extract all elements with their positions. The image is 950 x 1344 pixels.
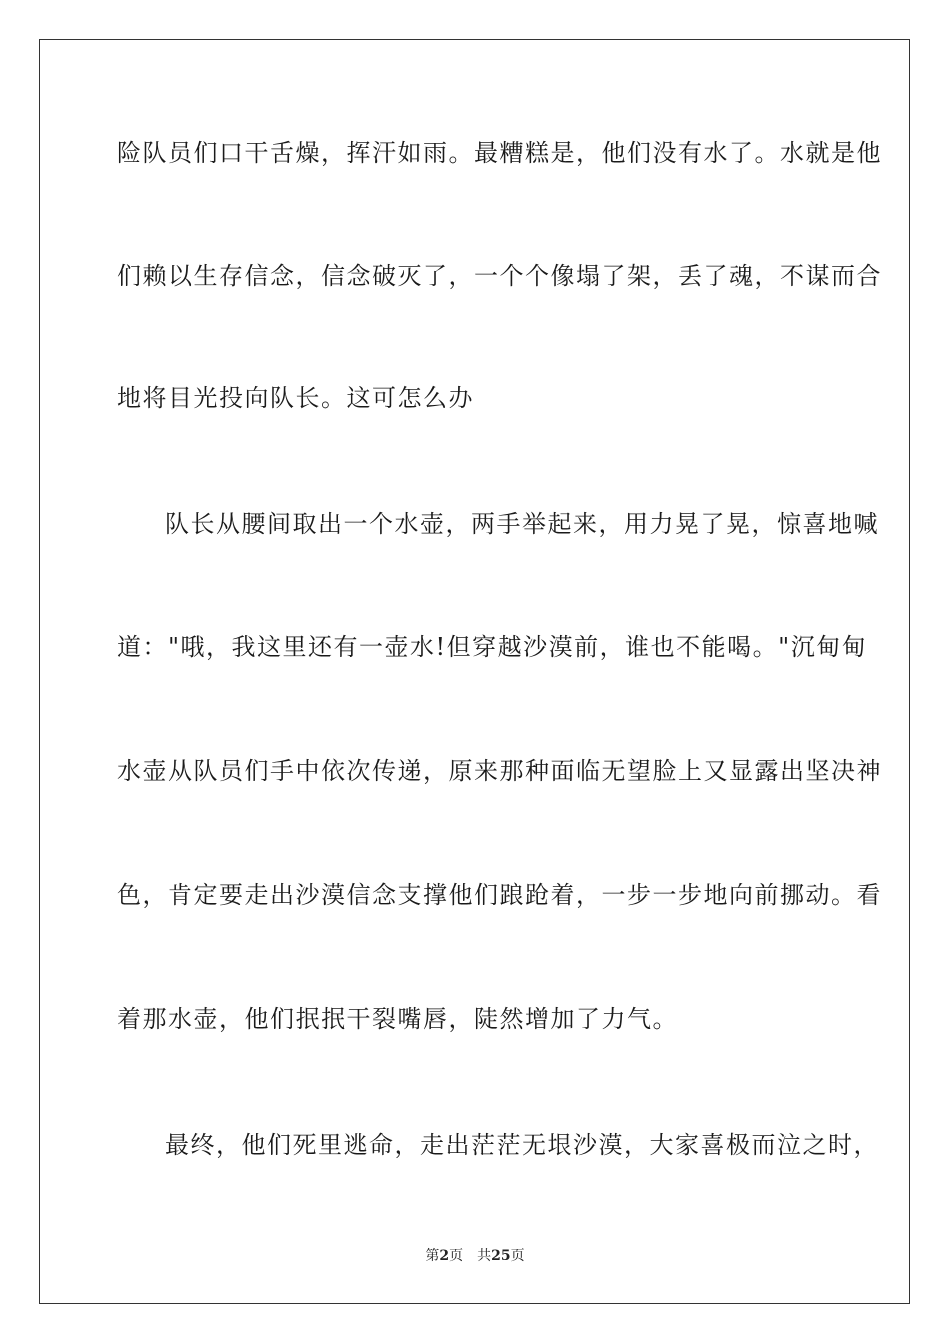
page-prefix: 第 (425, 1248, 440, 1264)
total-pages: 25 (491, 1248, 511, 1264)
body-line-4: 队长从腰间取出一个水壶，两手举起来，用力晃了晃，惊喜地喊 (165, 510, 879, 538)
body-line-5: 道："哦，我这里还有一壶水!但穿越沙漠前，谁也不能喝。"沉甸甸 (117, 633, 868, 661)
total-prefix: 共 (477, 1248, 492, 1264)
body-line-6: 水壶从队员们手中依次传递，原来那种面临无望脸上又显露出坚决神 (117, 757, 882, 785)
body-line-1: 险队员们口干舌燥，挥汗如雨。最糟糕是，他们没有水了。水就是他 (117, 139, 882, 167)
body-line-3: 地将目光投向队长。这可怎么办 (117, 384, 474, 412)
body-line-7: 色，肯定要走出沙漠信念支撑他们踉跄着，一步一步地向前挪动。看 (117, 881, 882, 909)
page-number: 2 (439, 1248, 450, 1264)
body-line-8: 着那水壶，他们抿抿干裂嘴唇，陡然增加了力气。 (117, 1005, 678, 1033)
body-line-2: 们赖以生存信念，信念破灭了，一个个像塌了架，丢了魂，不谋而合 (117, 262, 882, 290)
page-footer (0, 1247, 950, 1265)
total-suffix: 页 (510, 1248, 525, 1264)
body-line-9: 最终，他们死里逃命，走出茫茫无垠沙漠，大家喜极而泣之时， (165, 1131, 879, 1159)
page-suffix: 页 (449, 1248, 464, 1264)
page-border (39, 39, 910, 1304)
